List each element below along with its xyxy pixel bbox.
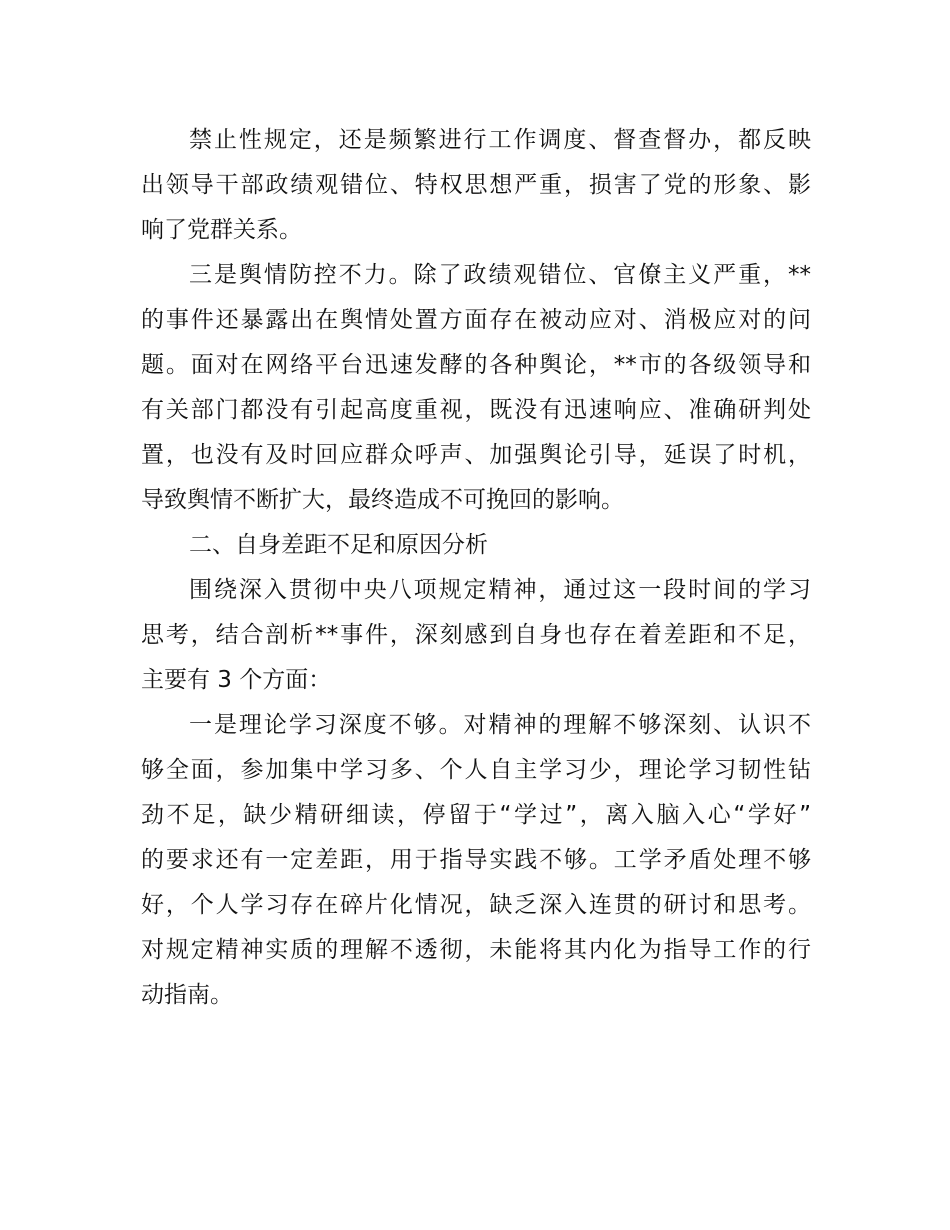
text-line: 禁止性规定，还是频繁进行工作调度、督查督办，都反映 xyxy=(189,127,811,153)
document-body xyxy=(141,118,811,1018)
text-line: 动指南。 xyxy=(141,982,233,1008)
text-line: 够全面，参加集中学习多、个人自主学习少，理论学习韧性钻 xyxy=(141,757,811,783)
text-line: 题。面对在网络平台迅速发酵的各种舆论，**市的各级领导和 xyxy=(141,352,811,378)
text-line: 主要有 3 个方面： xyxy=(141,667,332,693)
section-heading: 二、自身差距不足和原因分析 xyxy=(189,532,488,558)
text-line: 出领导干部政绩观错位、特权思想严重，损害了党的形象、影 xyxy=(141,172,811,198)
text-line: 好，个人学习存在碎片化情况，缺乏深入连贯的研讨和思考。 xyxy=(141,892,811,918)
text-line: 导致舆情不断扩大，最终造成不可挽回的影响。 xyxy=(141,487,624,513)
text-line: 劲不足，缺少精研细读，停留于“学过”，离入脑入心“学好” xyxy=(141,802,811,828)
text-line: 对规定精神实质的理解不透彻，未能将其内化为指导工作的行 xyxy=(141,937,811,963)
text-line: 一是理论学习深度不够。对精神的理解不够深刻、认识不 xyxy=(189,712,811,738)
text-line: 有关部门都没有引起高度重视，既没有迅速响应、准确研判处 xyxy=(141,397,811,423)
text-line: 置，也没有及时回应群众呼声、加强舆论引导，延误了时机， xyxy=(141,442,811,468)
text-line: 三是舆情防控不力。除了政绩观错位、官僚主义严重，** xyxy=(189,262,811,288)
text-line: 思考，结合剖析**事件，深刻感到自身也存在着差距和不足， xyxy=(141,622,811,648)
text-line: 响了党群关系。 xyxy=(141,217,302,243)
text-line: 的事件还暴露出在舆情处置方面存在被动应对、消极应对的问 xyxy=(141,307,811,333)
text-line: 围绕深入贯彻中央八项规定精神，通过这一段时间的学习 xyxy=(189,577,811,603)
text-line: 的要求还有一定差距，用于指导实践不够。工学矛盾处理不够 xyxy=(141,847,811,873)
